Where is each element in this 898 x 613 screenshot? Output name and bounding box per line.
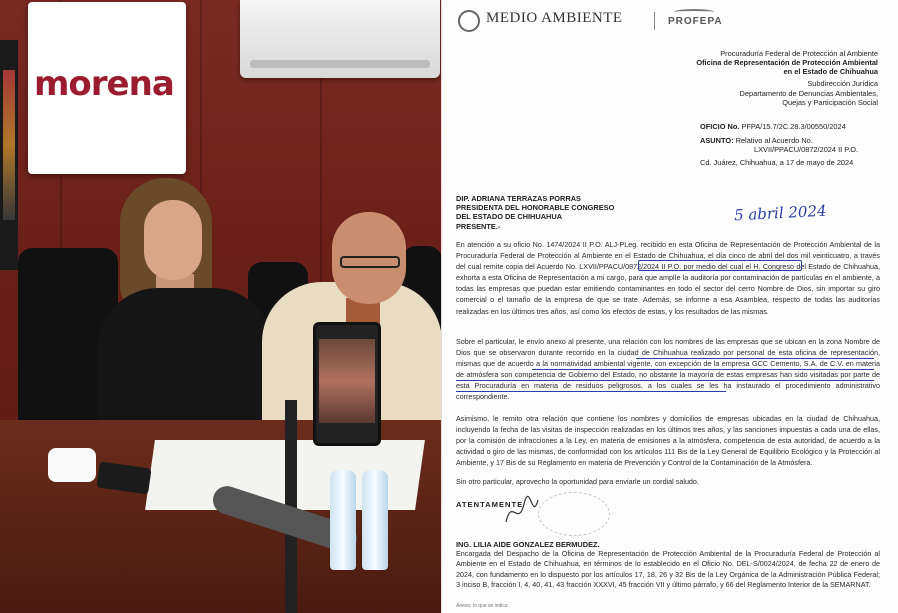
address-line: Departamento de Denuncias Ambientales, (739, 89, 878, 98)
pen-underline (456, 391, 726, 392)
address-line: Subdirección Jurídica (807, 79, 878, 88)
letter-paragraph-4: Sin otro particular, aprovecho la oportunidad para enviarle un cordial saludo. (456, 477, 699, 486)
government-emblem-icon (458, 10, 480, 32)
official-seal-icon (538, 492, 610, 536)
oficio-value: PFPA/15.7/2C.28.3/00550/2024 (741, 122, 846, 131)
header-divider (654, 12, 655, 30)
closing: ATENTAMENTE (456, 500, 524, 509)
header-agency: MEDIO AMBIENTE (486, 10, 623, 26)
place-date: Cd. Juárez, Chihuahua, a 17 de mayo de 2024 (700, 158, 854, 167)
address-line: en el Estado de Chihuahua (783, 67, 878, 76)
asunto (700, 136, 813, 145)
signer-note: Encargada del Despacho de la Oficina de Representación de Protección Ambiental de la Procuraduría Federal de Protección al Ambiente en el Estado de Chihuahua, en términos de lo establecido en el Oficio No. DEL-S/0024/2024, de fecha 22 de enero de 2024, con fundamento en lo dispuesto por los artículos 17, 18, 26 y 32 Bis de la Ley Orgánica de la Administración Pública Federal; 3 inciso B, fracción I, 4, 40, 41, 43 fracción XXXVI, 45 fracción VII y último párrafo, y 66 del Reglamento Interior de la SEMARNAT. (456, 549, 880, 590)
letter-paragraph-1: En atención a su oficio No. 1474/2024 II P.O. ALJ-PLeg. recibido en esta Oficina de Representación de Protección Ambiental de la Procuraduría Federal de Protección al Ambiente en el Estado de Chihuahua, el día cinco de abril del dos mil veinticuatro, a través del cual remite copia del Acuerdo No. LXVII/PPACU/0872/2024 II P.O. por medio del cual el H. Congreso del Estado de Chihuahua, exhorta a esta Oficina de Representación a mi cargo, para que amplíe la auditoría por contaminación de partículas en el ambiente, a todas las empresas que puedan estar emitiendo contaminantes en todo el sector del cerro Nombre de Dios, sin importar su giro comercial o el tamaño de la empresa de que se trate. Además, se informe a esa Asamblea, respecto de todas las auditorías realizadas en los últimos tres años, así como los efectos de estas, y los resultados de las mismas. (456, 240, 880, 316)
signature-icon (502, 492, 542, 532)
recording-phone (313, 322, 381, 446)
handwritten-date: 5 abril 2024 (733, 201, 827, 225)
side-screen (0, 40, 18, 270)
address-line: Quejas y Participación Social (782, 98, 878, 107)
official-letter (441, 0, 898, 613)
pen-box-annotation (638, 260, 802, 271)
pen-underline (636, 358, 874, 359)
footer-note: Anexo: lo que se indica (456, 603, 508, 609)
morena-logo: morena (34, 64, 174, 104)
addressee-line: PRESIDENTA DEL HONORABLE CONGRESO (456, 203, 615, 212)
pen-underline (532, 369, 874, 370)
letter-paragraph-2: Sobre el particular, le envío anexo al presente, una relación con los nombres de las empresas que se ubican en la zona Nombre de Dios que se observaron durante recorrido en la ciudad de Chihuahua realizado por personal de esta oficina de representación, mismas que de acuerdo a la normatividad ambiental vigente, con excepción de la empresa GCC Cemento, S.A. de C.V. en materia de atmósfera son competencia de Gobierno del Estado, no obstante la mayoría de estas empresas han sido visitadas por parte de esta Procuraduría en materia de residuos peligrosos, a los cuales se les ha instaurado el procedimiento administrativo correspondiente. (456, 337, 880, 402)
party-sign (28, 2, 186, 174)
asunto-value: Relativo al Acuerdo No. (735, 136, 813, 145)
address-line: Procuraduría Federal de Protección al Ambiente (720, 49, 878, 58)
asunto-label: ASUNTO: (700, 136, 734, 145)
addressee-line: DIP. ADRIANA TERRAZAS PORRAS (456, 194, 581, 203)
oficio-label: OFICIO No. (700, 122, 740, 131)
addressee-line: PRESENTE.- (456, 222, 501, 231)
signer-name: ING. LILIA AIDE GONZALEZ BERMUDEZ. (456, 540, 600, 549)
asunto-value-2: LXVII/PPACU/0872/2024 II P.O. (754, 145, 859, 154)
header-profepa: PROFEPA (668, 16, 723, 27)
press-photo (0, 0, 441, 613)
tissue-box (48, 448, 96, 482)
air-conditioner (240, 0, 440, 78)
address-line: Oficina de Representación de Protección Ambiental (696, 58, 878, 67)
addressee-line: DEL ESTADO DE CHIHUAHUA (456, 212, 563, 221)
oficio-number (700, 122, 846, 131)
water-bottles (330, 470, 392, 570)
letter-paragraph-3: Asimismo, le remito otra relación que contiene los nombres y domicilios de empresas ubicadas en la ciudad de Chihuahua, incluyendo la fecha de las visitas de inspección realizadas en los últimos tres años, y las sanciones impuestas a cada una de ellas, por la comisión de infracciones a la Ley, en materia de emisiones a la atmósfera, competencia de esta autoridad, de acuerdo a la actividad o giro de las mismas, de conformidad con los artículos 111 Bis de la Ley General de Equilibrio Ecológico y la Protección al Ambiente, y 17 Bis de su Reglamento en materia de Prevención y Control de la Contaminación de la Atmósfera. (456, 414, 880, 468)
woman-legislator (92, 178, 282, 458)
profepa-logo-icon (674, 9, 714, 15)
pen-underline (456, 380, 874, 381)
